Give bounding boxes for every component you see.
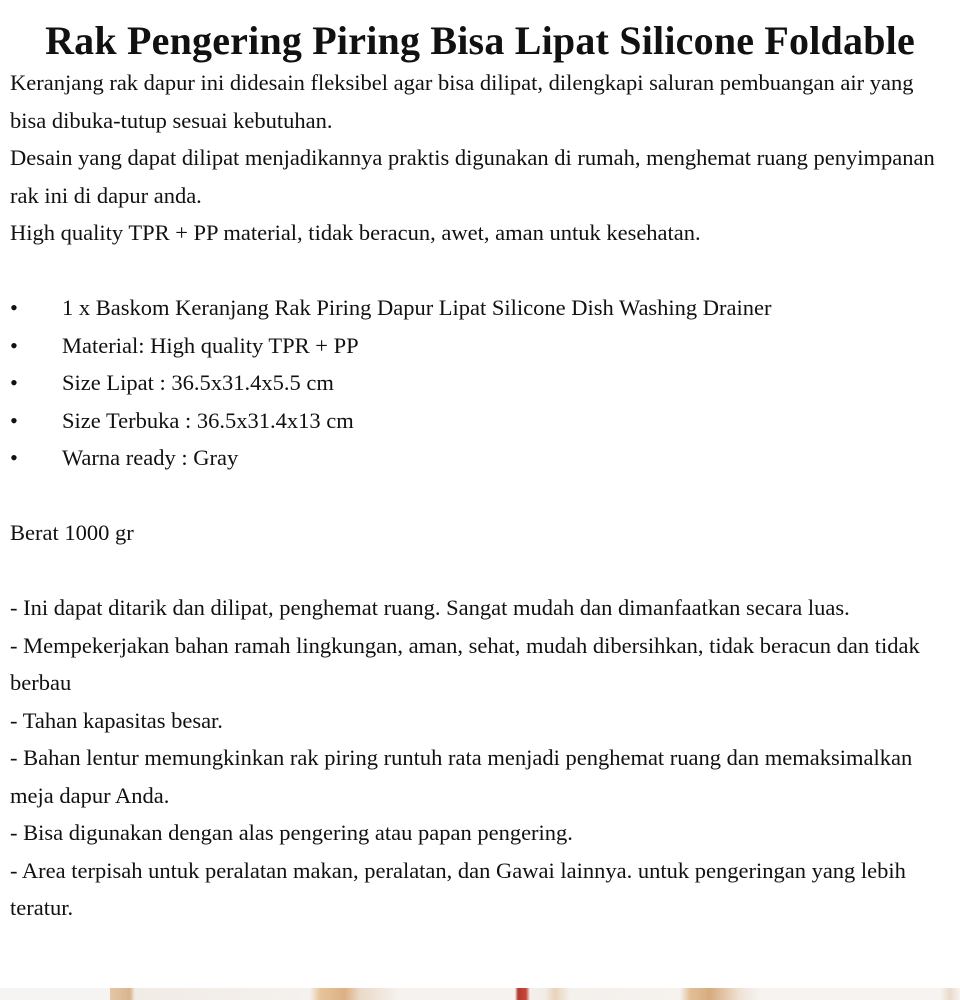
description-body (0, 64, 960, 927)
intro-paragraph-1: Keranjang rak dapur ini didesain fleksibel agar bisa dilipat, dilengkapi saluran pembuangan air yang bisa dibuka-tutup sesuai kebutuhan. (10, 70, 914, 133)
spec-item-text: Size Terbuka : 36.5x31.4x13 cm (62, 407, 354, 433)
spec-item-text: Size Lipat : 36.5x31.4x5.5 cm (62, 370, 334, 395)
spec-item-text: 1 x Baskom Keranjang Rak Piring Dapur Lipat Silicone Dish Washing Drainer (62, 295, 772, 320)
weight-text: Berat 1000 gr (10, 520, 134, 545)
spec-item (10, 402, 950, 440)
spacer (10, 477, 950, 515)
feature-line: - Area terpisah untuk peralatan makan, peralatan, dan Gawai lainnya. untuk pengeringan yang lebih teratur. (10, 857, 906, 920)
bullet-icon: • (10, 407, 18, 433)
spec-item (10, 364, 950, 402)
spec-item (10, 289, 950, 327)
feature-line: - Ini dapat ditarik dan dilipat, penghemat ruang. Sangat mudah dan dimanfaatkan secara luas. (10, 595, 850, 620)
bullet-icon: • (10, 370, 18, 395)
product-title: Rak Pengering Piring Bisa Lipat Silicone Foldable (45, 18, 915, 63)
spec-item (10, 327, 950, 365)
feature-line: - Bisa digunakan dengan alas pengering atau papan pengering. (10, 820, 573, 845)
feature-line: - Bahan lentur memungkinkan rak piring runtuh rata menjadi penghemat ruang dan memaksimalkan meja dapur Anda. (10, 745, 913, 808)
bullet-icon: • (10, 332, 18, 358)
spec-item (10, 439, 950, 477)
spec-list (10, 289, 950, 477)
spec-item-text: Warna ready : Gray (62, 445, 239, 470)
product-photo-top-edge (0, 988, 960, 1000)
bullet-icon: • (10, 295, 18, 320)
bullet-icon: • (10, 445, 18, 470)
feature-line: - Tahan kapasitas besar. (10, 707, 223, 733)
spacer (10, 252, 950, 290)
spacer (10, 552, 950, 590)
intro-paragraph-2: Desain yang dapat dilipat menjadikannya praktis digunakan di rumah, menghemat ruang penyimpanan rak ini di dapur anda. (10, 145, 935, 208)
spec-item-text: Material: High quality TPR + PP (62, 332, 359, 358)
intro-paragraph-3: High quality TPR + PP material, tidak beracun, awet, aman untuk kesehatan. (10, 220, 701, 245)
feature-line: - Mempekerjakan bahan ramah lingkungan, aman, sehat, mudah dibersihkan, tidak beracun dan tidak berbau (10, 632, 920, 695)
